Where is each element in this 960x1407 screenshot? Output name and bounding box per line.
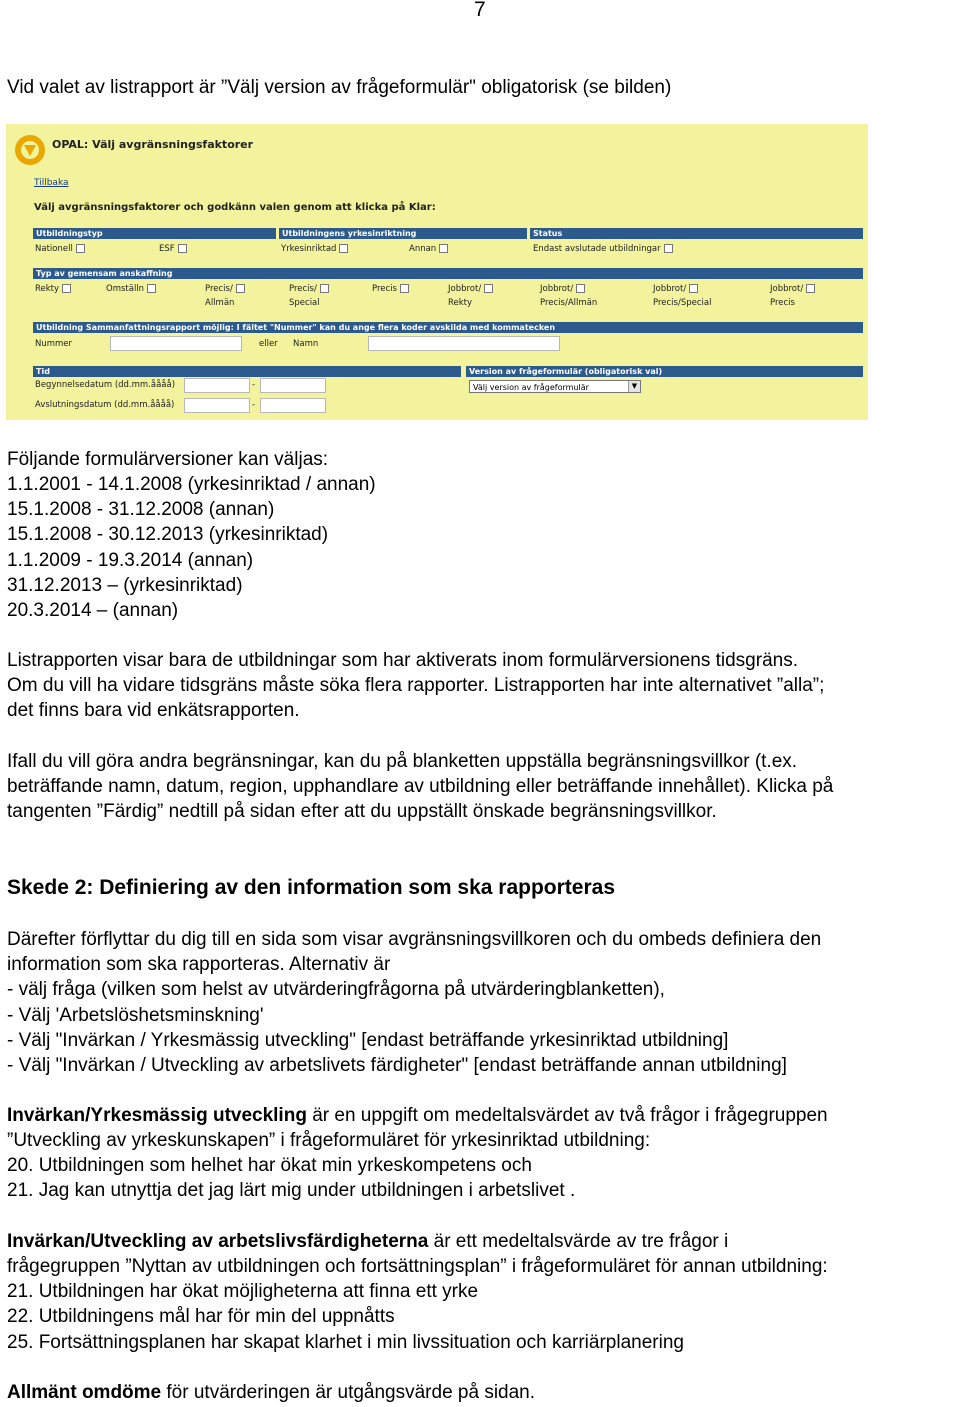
nationell-label: Nationell [35, 244, 73, 254]
text-line: beträffande namn, datum, region, upphandlare av utbildning eller beträffande innehållet). Klicka på [7, 776, 834, 797]
anskaffning-option[interactable] [205, 284, 245, 294]
version-header: Version av frågeformulär (obligatorisk val) [466, 366, 863, 377]
anskaffning-label: Precis [372, 284, 397, 294]
text-line: - Välj "Invärkan / Yrkesmässig utveckling" [endast beträffande yrkesinriktad utbildning] [7, 1029, 729, 1051]
anskaffning-label: Jobbrot/ [770, 284, 804, 294]
esf-label: ESF [159, 244, 175, 254]
screenshot-title: OPAL: Välj avgränsningsfaktorer [52, 138, 254, 151]
status-label: Endast avslutade utbildningar [533, 244, 661, 254]
anskaffning-checkbox[interactable] [576, 284, 585, 293]
begin-date-from-input[interactable] [184, 378, 250, 393]
anskaffning-label: Jobbrot/ [540, 284, 574, 294]
anskaffning-sublabel: Precis/Allmän [540, 298, 598, 308]
allmant-rest: för utvärderingen är utgångsvärde på sidan. [161, 1382, 536, 1403]
begin-date-label: Begynnelsedatum (dd.mm.åååå) [35, 380, 176, 390]
yrkesinriktning-header: Utbildningens yrkesinriktning [279, 228, 527, 239]
yrkesinriktad-label: Yrkesinriktad [281, 244, 337, 254]
text-line: 20. Utbildningen som helhet har ökat min yrkeskompetens och [7, 1155, 532, 1177]
paragraph-yrkesmassig-first [7, 1103, 828, 1128]
utbildningstyp-header: Utbildningstyp [33, 228, 276, 239]
tid-header: Tid [33, 366, 461, 377]
esf-checkbox[interactable] [178, 244, 187, 253]
anskaffning-checkbox[interactable] [484, 284, 493, 293]
chevron-down-icon[interactable]: ▼ [628, 381, 640, 392]
anskaffning-label: Jobbrot/ [653, 284, 687, 294]
intro-text: Vid valet av listrapport är ”Välj version av frågeformulär" obligatorisk (se bilden) [7, 77, 672, 98]
anskaffning-label: Rekty [35, 284, 60, 294]
text-line: det finns bara vid enkätsrapporten. [7, 700, 300, 721]
anskaffning-label: Precis/ [205, 284, 233, 294]
yrkesmassig-rest: är en uppgift om medeltalsvärdet av två frågor i frågegruppen [306, 1105, 828, 1126]
anskaffning-option[interactable] [35, 284, 71, 294]
versions-heading: Följande formulärversioner kan väljas: [7, 449, 329, 470]
begin-date-to-input[interactable] [260, 378, 326, 393]
paragraph-arbetsliv-first [7, 1229, 728, 1254]
term-yrkesmassig: Invärkan/Yrkesmässig utveckling [7, 1105, 307, 1126]
term-allmant: Allmänt omdöme [7, 1382, 162, 1403]
anskaffning-sublabel: Precis/Special [653, 298, 712, 308]
anskaffning-header: Typ av gemensam anskaffning [33, 268, 863, 279]
yrkesinriktad-option[interactable] [281, 244, 348, 254]
anskaffning-option[interactable] [540, 284, 585, 294]
nationell-option[interactable] [35, 244, 85, 254]
end-dash: - [252, 400, 256, 410]
annan-checkbox[interactable] [439, 244, 448, 253]
status-checkbox[interactable] [664, 244, 673, 253]
anskaffning-sublabel: Special [289, 298, 320, 308]
text-line: ”Utveckling av yrkeskunskapen” i frågeformuläret för yrkesinriktad utbildning: [7, 1130, 651, 1151]
text-line: 25. Fortsättningsplanen har skapat klarhet i min livssituation och karriärplanering [7, 1331, 684, 1353]
text-line: Om du vill ha vidare tidsgräns måste söka flera rapporter. Listrapporten har inte alternativet ”alla”; [7, 675, 825, 696]
end-date-from-input[interactable] [184, 398, 250, 413]
namn-label: Namn [293, 339, 319, 349]
anskaffning-checkbox[interactable] [320, 284, 329, 293]
end-date-label: Avslutningsdatum (dd.mm.åååå) [35, 400, 175, 410]
text-line: tangenten ”Färdig” nedtill på sidan efter att du uppställt önskade begränsningsvillkor. [7, 801, 717, 822]
screenshot-instruction: Välj avgränsningsfaktorer och godkänn valen genom att klicka på Klar: [34, 202, 436, 213]
anskaffning-label: Omställn [106, 284, 145, 294]
status-header: Status [530, 228, 863, 239]
anskaffning-checkbox[interactable] [62, 284, 71, 293]
version-select[interactable] [469, 380, 641, 393]
status-option[interactable] [533, 244, 673, 254]
text-line: 21. Utbildningen har ökat möjligheterna att finna ett yrke [7, 1281, 479, 1303]
text-line: 21. Jag kan utnyttja det jag lärt mig under utbildningen i arbetslivet . [7, 1180, 576, 1202]
nummer-label: Nummer [35, 339, 73, 349]
anskaffning-option[interactable] [372, 284, 409, 294]
version-item: 1.1.2001 - 14.1.2008 (yrkesinriktad / annan) [7, 474, 376, 495]
anskaffning-option[interactable] [289, 284, 329, 294]
text-line: Därefter förflyttar du dig till en sida som visar avgränsningsvillkoren och du ombeds definiera den [7, 929, 822, 950]
text-line: - Välj 'Arbetslöshetsminskning' [7, 1004, 264, 1026]
anskaffning-sublabel: Rekty [448, 298, 473, 308]
nationell-checkbox[interactable] [76, 244, 85, 253]
anskaffning-sublabel: Precis [770, 298, 795, 308]
anskaffning-checkbox[interactable] [236, 284, 245, 293]
version-item: 1.1.2009 - 19.3.2014 (annan) [7, 549, 254, 571]
utbildning-header: Utbildning Sammanfattningsrapport möjlig: I fältet "Nummer" kan du ange flera koder avskilda med kommatecken [33, 322, 863, 333]
esf-option[interactable] [159, 244, 187, 254]
anskaffning-option[interactable] [106, 284, 156, 294]
text-line: Listrapporten visar bara de utbildningar som har aktiverats inom formulärversionens tidsgräns. [7, 650, 798, 671]
text-line: information som ska rapporteras. Alternativ är [7, 954, 391, 976]
nummer-input[interactable] [110, 336, 242, 351]
annan-label: Annan [409, 244, 437, 254]
back-link[interactable]: Tillbaka [34, 178, 69, 188]
text-line: frågegruppen ”Nyttan av utbildningen och fortsättningsplan” i frågeformuläret för annan utbildning: [7, 1256, 828, 1277]
page-number: 7 [474, 0, 486, 21]
anskaffning-checkbox[interactable] [400, 284, 409, 293]
anskaffning-sublabel: Allmän [205, 298, 235, 308]
anskaffning-checkbox[interactable] [689, 284, 698, 293]
version-item: 15.1.2008 - 31.12.2008 (annan) [7, 499, 275, 521]
anskaffning-option[interactable] [448, 284, 493, 294]
anskaffning-option[interactable] [770, 284, 815, 294]
paragraph-allmant [7, 1380, 535, 1405]
text-line: 22. Utbildningens mål har för min del uppnåtts [7, 1306, 395, 1328]
namn-input[interactable] [368, 336, 560, 351]
anskaffning-label: Jobbrot/ [448, 284, 482, 294]
yrkesinriktad-checkbox[interactable] [339, 244, 348, 253]
anskaffning-checkbox[interactable] [806, 284, 815, 293]
eller-label: eller [259, 339, 278, 349]
anskaffning-label: Precis/ [289, 284, 317, 294]
begin-dash: - [252, 380, 256, 390]
anskaffning-checkbox[interactable] [147, 284, 156, 293]
version-item: 15.1.2008 - 30.12.2013 (yrkesinriktad) [7, 524, 329, 546]
annan-option[interactable] [409, 244, 448, 254]
text-line: - välj fråga (vilken som helst av utvärderingfrågorna på utvärderingblanketten), [7, 979, 665, 1001]
arbetsliv-rest: är ett medeltalsvärde av tre frågor i [428, 1231, 729, 1252]
opal-screenshot [6, 124, 868, 420]
anskaffning-option[interactable] [653, 284, 698, 294]
term-arbetsliv: Invärkan/Utveckling av arbetslivsfärdigheterna [7, 1231, 429, 1252]
opal-logo-icon [14, 134, 46, 166]
version-item: 31.12.2013 – (yrkesinriktad) [7, 574, 243, 596]
end-date-to-input[interactable] [260, 398, 326, 413]
version-item: 20.3.2014 – (annan) [7, 600, 179, 621]
version-select-value: Välj version av frågeformulär [473, 383, 589, 392]
section-heading-skede2: Skede 2: Definiering av den information som ska rapporteras [7, 876, 616, 899]
text-line: - Välj "Invärkan / Utveckling av arbetslivets färdigheter" [endast beträffande annan utbildning] [7, 1055, 787, 1076]
text-line: Ifall du vill göra andra begränsningar, kan du på blanketten uppställa begränsningsvillkor (t.ex. [7, 751, 798, 772]
